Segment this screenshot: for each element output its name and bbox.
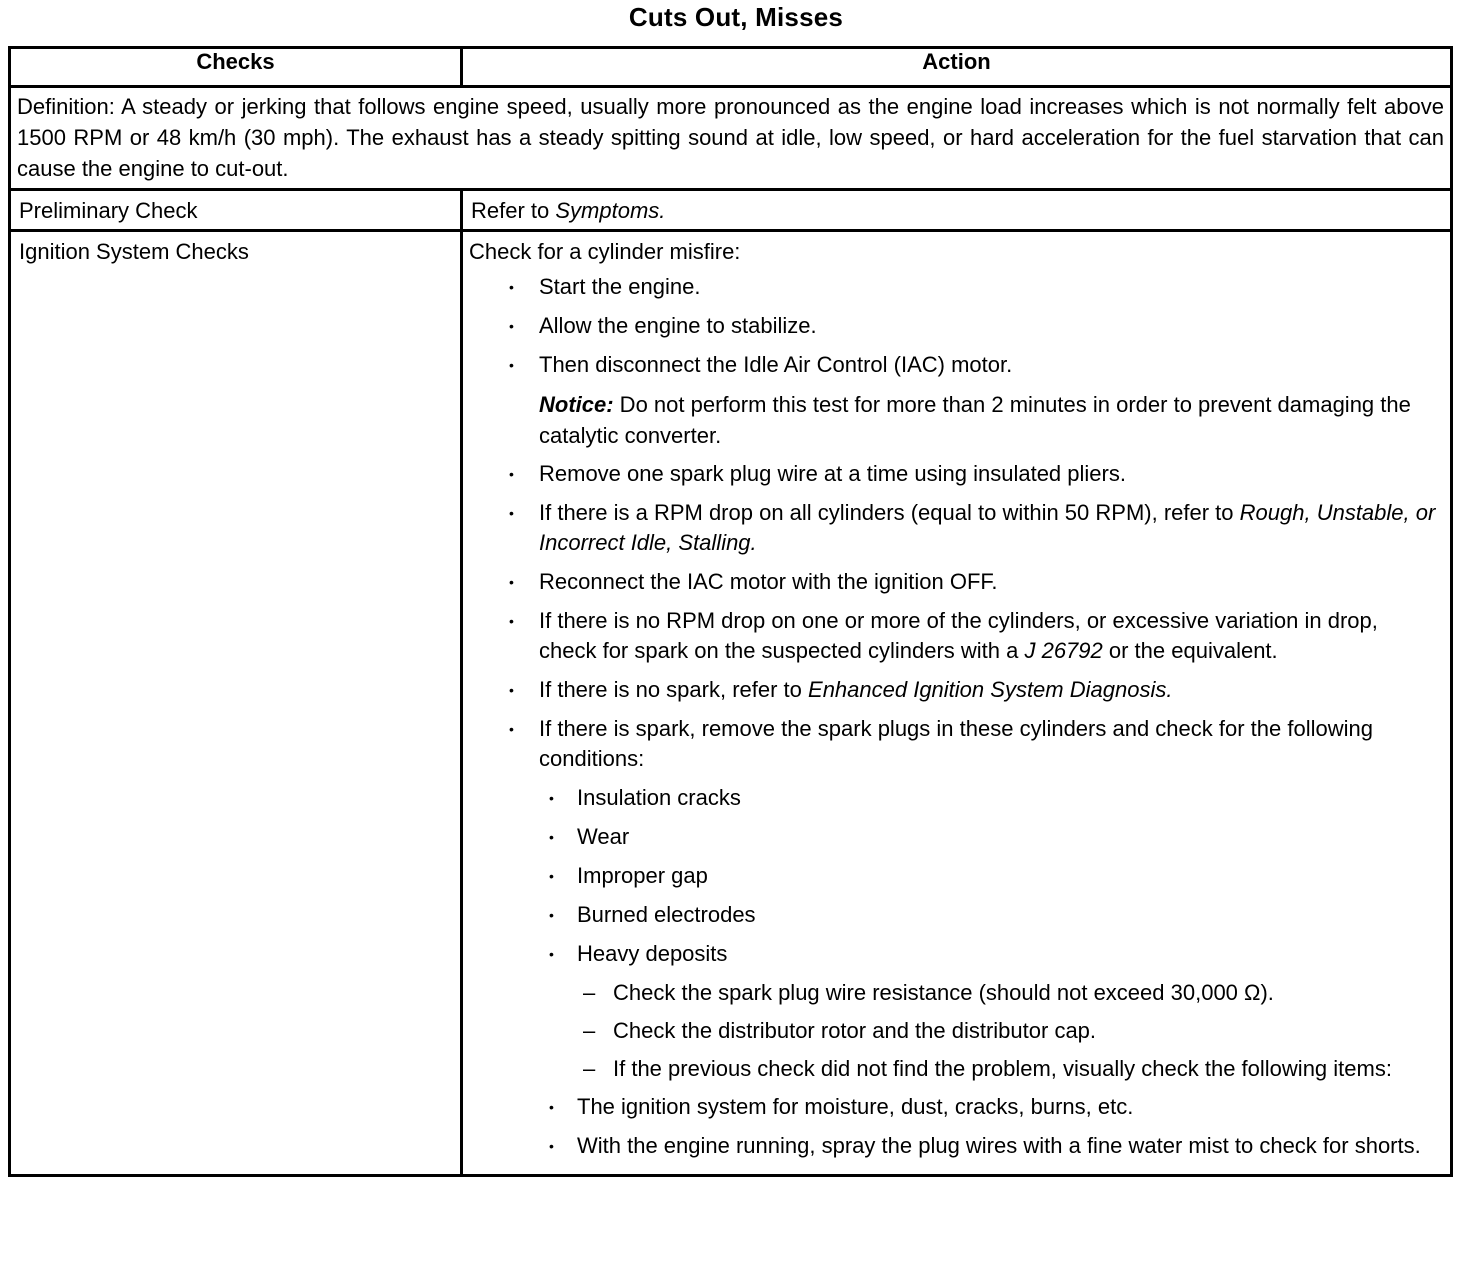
notice: [509, 389, 1440, 451]
header-action: Action: [462, 48, 1452, 87]
header-checks: Checks: [10, 48, 462, 87]
preliminary-action-cell: [462, 190, 1452, 231]
no-drop-text: If there is no RPM drop on one or more of the cylinders, or excessive variation in drop, check for spark on the suspected cylinders with a: [539, 608, 1378, 663]
list-item: • Reconnect the IAC motor with the ignition OFF.: [509, 567, 1440, 597]
list-item: • With the engine running, spray the plug wires with a fine water mist to check for shorts.: [549, 1131, 1440, 1161]
rough-idle-reference: Rough, Unstable, or Incorrect Idle, Stalling.: [539, 500, 1436, 555]
list-item: – Check the distributor rotor and the distributor cap.: [583, 1016, 1440, 1046]
list-item: • Remove one spark plug wire at a time using insulated pliers.: [509, 459, 1440, 489]
list-item: [509, 606, 1440, 666]
list-item: [509, 498, 1440, 558]
no-drop-suffix: or the equivalent.: [1102, 638, 1278, 663]
ignition-diagnosis-reference: Enhanced Ignition System Diagnosis.: [808, 677, 1173, 702]
ignition-check-cell: [10, 231, 462, 1176]
list-item: • Allow the engine to stabilize.: [509, 311, 1440, 341]
list-item: • Then disconnect the Idle Air Control (IAC) motor.: [509, 350, 1440, 380]
ignition-intro: Check for a cylinder misfire:: [469, 239, 741, 264]
ignition-steps: [469, 272, 1440, 380]
preliminary-check-label: Preliminary Check: [19, 198, 198, 223]
definition-row: [10, 87, 1452, 190]
page-title: Cuts Out, Misses: [628, 2, 844, 32]
list-item: • The ignition system for moisture, dust, cracks, burns, etc.: [549, 1092, 1440, 1122]
list-item: • Burned electrodes: [549, 900, 1440, 930]
definition-text: Definition: A steady or jerking that follows engine speed, usually more pronounced as the engine load increases which is not normally felt above 1500 RPM or 48 km/h (30 mph). The exhaust has a steady spitting sound at idle, low speed, or hard acceleration for the fuel starvation that can cause the engine to cut-out.: [10, 87, 1452, 190]
list-item: • Improper gap: [549, 861, 1440, 891]
rpm-drop-text: If there is a RPM drop on all cylinders (equal to within 50 RPM), refer to: [539, 500, 1240, 525]
list-item: • Wear: [549, 822, 1440, 852]
preliminary-check-cell: [10, 190, 462, 231]
no-spark-text: If there is no spark, refer to: [539, 677, 809, 702]
notice-label: Notice:: [539, 392, 614, 417]
ignition-steps-continued: [469, 459, 1440, 774]
list-item: [509, 675, 1440, 705]
ignition-action-cell: [462, 231, 1452, 1176]
list-item: • Insulation cracks: [549, 783, 1440, 813]
symptoms-reference: Symptoms.: [555, 198, 666, 223]
sub-checks: [469, 978, 1440, 1084]
ignition-row: [10, 231, 1452, 1176]
list-item: • If there is spark, remove the spark plugs in these cylinders and check for the following conditions:: [509, 714, 1440, 774]
tool-number: J 26792: [1024, 638, 1103, 663]
list-item: • Start the engine.: [509, 272, 1440, 302]
list-item: – Check the spark plug wire resistance (should not exceed 30,000 Ω).: [583, 978, 1440, 1008]
preliminary-action: [463, 191, 1450, 223]
list-item: • Heavy deposits: [549, 939, 1440, 969]
preliminary-row: [10, 190, 1452, 231]
diagnosis-table: [8, 46, 1453, 1177]
header-row: [10, 48, 1452, 87]
ignition-check-label: Ignition System Checks: [19, 239, 249, 264]
list-item: – If the previous check did not find the problem, visually check the following items:: [583, 1054, 1440, 1084]
spark-plug-conditions: [469, 783, 1440, 969]
visual-check-items: [469, 1092, 1440, 1161]
notice-text: Do not perform this test for more than 2 minutes in order to prevent damaging the catalytic converter.: [539, 392, 1411, 448]
preliminary-action-prefix: Refer to: [471, 198, 556, 223]
